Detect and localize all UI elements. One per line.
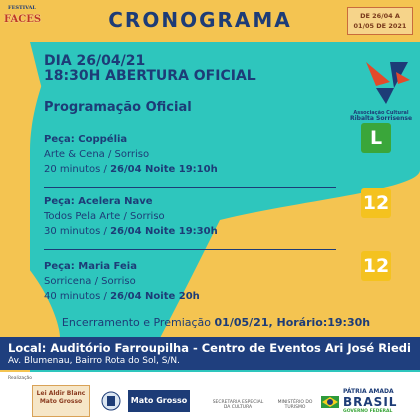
venue-name: Local: Auditório Farroupilha - Centro de Eventos Ari José Riedi <box>8 341 411 355</box>
sponsor-patria-line1: PÁTRIA AMADA <box>343 388 394 395</box>
closing-text <box>36 316 396 329</box>
event-schedule: 26/04 Noite 20h <box>110 291 200 302</box>
page-title: CRONOGRAMA <box>108 8 292 32</box>
sponsor-secretaria-cultura: SECRETARIA ESPECIAL DA CULTURA <box>212 400 264 410</box>
section-title: Programação Oficial <box>44 100 192 115</box>
event-name: Peça: Acelera Nave <box>44 196 153 207</box>
event-time <box>44 289 200 304</box>
event-divider <box>44 187 336 188</box>
event-item <box>44 132 218 177</box>
venue-address: Av. Blumenau, Bairro Rota do Sol, S/N. <box>8 356 181 366</box>
coat-of-arms-icon <box>100 390 122 412</box>
event-group: Todos Pela Arte / Sorriso <box>44 211 165 222</box>
event-time <box>44 162 218 177</box>
logo-top-text: FESTIVAL <box>8 5 36 11</box>
sponsor-patria-line3: GOVERNO FEDERAL <box>343 409 393 414</box>
date-range-line2: 01/05 DE 2021 <box>353 22 407 30</box>
brazil-flag-icon <box>320 392 340 412</box>
event-duration: 20 minutos / <box>44 164 111 175</box>
sponsor-patria-line2: BRASIL <box>343 395 398 409</box>
date-range-line1: DE 26/04 A <box>360 12 400 20</box>
headline-date: DIA 26/04/21 <box>44 53 146 69</box>
closing-datetime: 01/05/21, Horário:19:30h <box>214 316 371 329</box>
event-name: Peça: Maria Feia <box>44 261 137 272</box>
sponsor-mato-grosso-logo: Mato Grosso <box>128 390 190 412</box>
date-range-badge <box>347 7 413 35</box>
event-duration: 30 minutos / <box>44 226 111 237</box>
headline-opening: 18:30H ABERTURA OFICIAL <box>44 68 256 84</box>
event-item <box>44 194 218 239</box>
org-name-line2: Ribalta Sorrisense <box>349 115 413 122</box>
rating-badge-12: 12 <box>361 251 391 281</box>
event-item <box>44 259 200 304</box>
rating-badge-12: 12 <box>361 188 391 218</box>
sponsor-patria-amada-brasil <box>343 388 415 414</box>
sponsor-ministerio-turismo: MINISTÉRIO DO TURISMO <box>277 400 313 410</box>
event-group: Sorricena / Sorriso <box>44 276 136 287</box>
event-time <box>44 224 218 239</box>
ribalta-logo-icon <box>360 58 414 116</box>
event-group: Arte & Cena / Sorriso <box>44 149 150 160</box>
event-duration: 40 minutos / <box>44 291 111 302</box>
event-divider <box>44 249 336 250</box>
sponsor-aldir-blanc-logo: Lei Aldir Blanc Mato Grosso <box>32 385 90 417</box>
event-schedule: 26/04 Noite 19:10h <box>110 164 218 175</box>
org-name-line1: Associação Cultural <box>353 110 409 116</box>
realizacao-label: Realização <box>8 376 33 381</box>
logo-main-text: FACES <box>4 14 42 25</box>
org-name <box>346 110 416 122</box>
event-schedule: 26/04 Noite 19:30h <box>110 226 218 237</box>
headline <box>44 54 256 84</box>
festival-faces-logo <box>4 4 40 36</box>
rating-badge-l: L <box>361 123 391 153</box>
closing-label: Encerramento e Premiação <box>61 316 215 329</box>
event-name: Peça: Coppélia <box>44 134 128 145</box>
